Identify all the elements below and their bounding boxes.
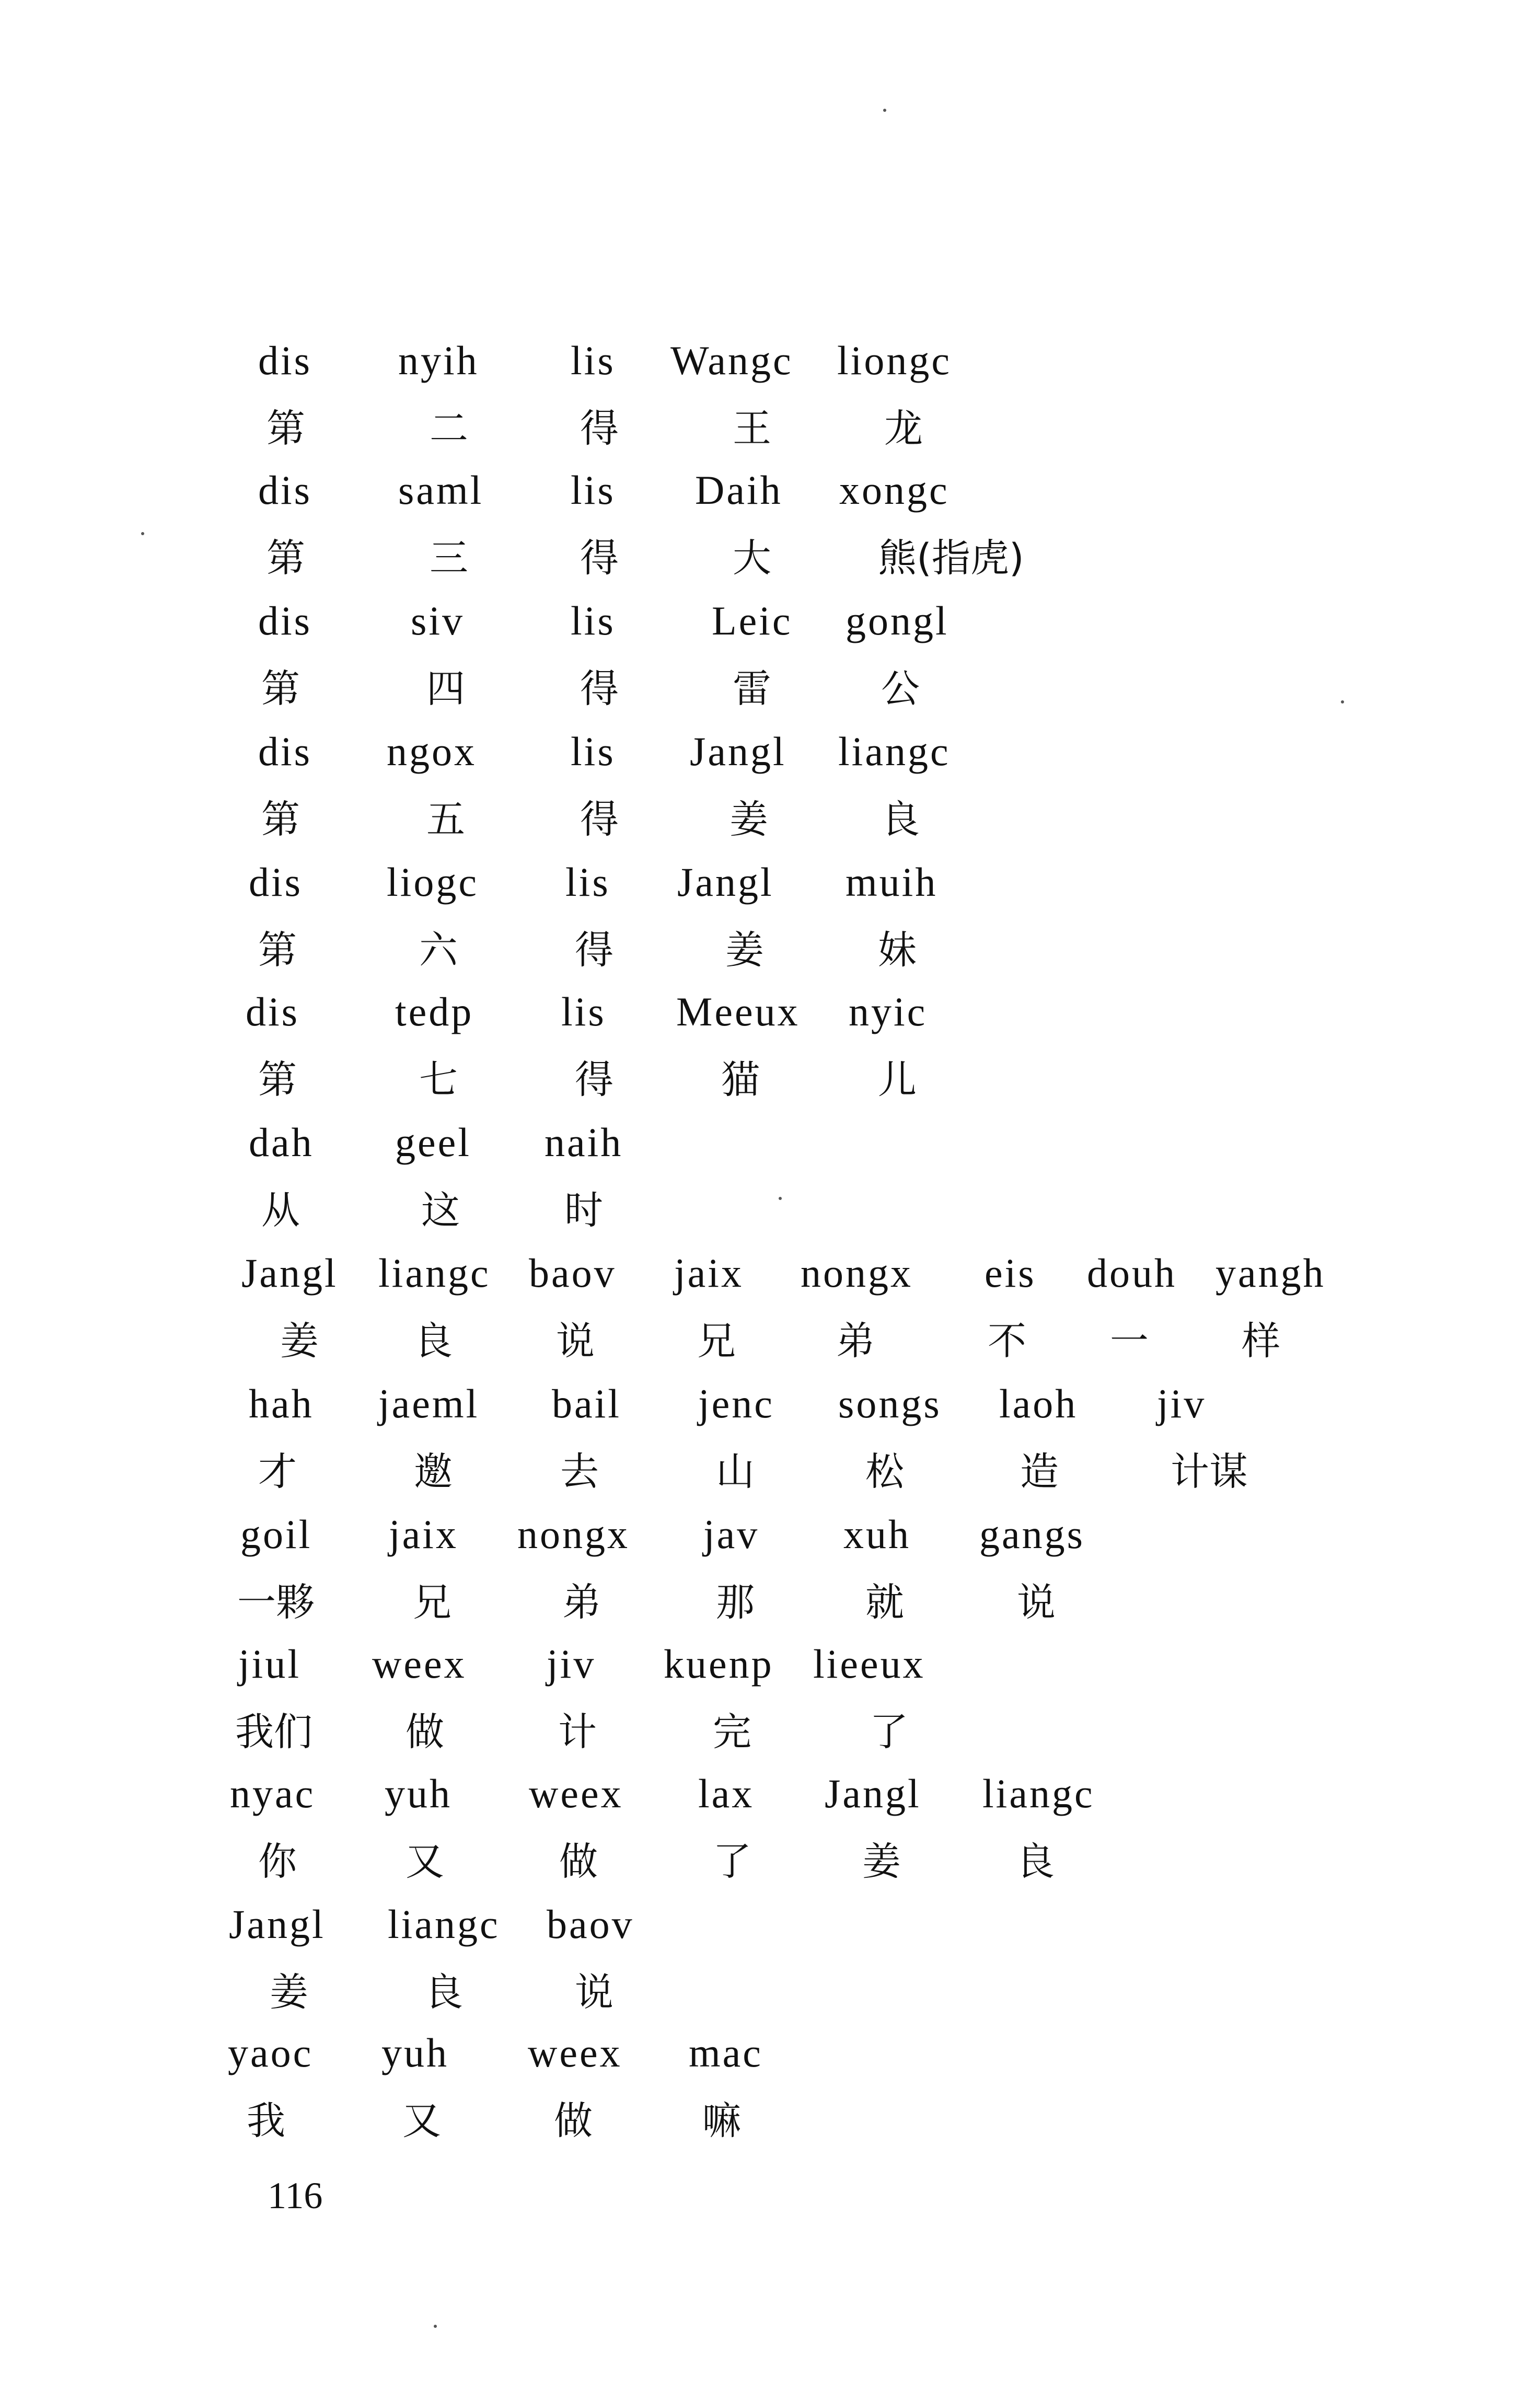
word: yuh	[381, 2030, 449, 2075]
scan-speck	[1341, 700, 1344, 703]
word: gangs	[979, 1511, 1085, 1557]
word: xuh	[843, 1511, 911, 1557]
word: yangh	[1215, 1250, 1326, 1296]
word: 六	[419, 928, 458, 973]
word: 姜	[862, 1839, 901, 1884]
word: Jangl	[690, 729, 786, 774]
word: goil	[240, 1511, 312, 1557]
word: 熊(指虎)	[878, 536, 1024, 581]
word: 弟	[562, 1580, 601, 1625]
word: 我	[247, 2098, 285, 2143]
word: 姜	[725, 928, 764, 973]
word: 第	[267, 406, 305, 451]
word: gongl	[846, 598, 949, 643]
word: weex	[372, 1641, 467, 1687]
word: songs	[838, 1381, 942, 1426]
word: jaix	[674, 1250, 744, 1296]
word: 大	[733, 536, 771, 581]
word: lis	[561, 989, 606, 1034]
word: dis	[246, 989, 300, 1034]
word: 说	[1017, 1580, 1056, 1625]
word: hah	[249, 1381, 314, 1426]
word: 那	[716, 1580, 755, 1625]
word: 邀	[414, 1449, 453, 1494]
word: 弟	[836, 1319, 875, 1364]
scan-speck	[779, 1197, 782, 1200]
word: 良	[424, 1970, 463, 2015]
word: lis	[571, 338, 616, 383]
word: 一夥	[237, 1580, 315, 1625]
word: jaix	[389, 1511, 458, 1557]
word: 松	[865, 1449, 904, 1494]
word: liangc	[838, 729, 951, 774]
word: 说	[556, 1319, 595, 1364]
word: 四	[426, 666, 465, 711]
word: jiv	[547, 1641, 596, 1687]
word: 这	[421, 1188, 460, 1233]
scan-speck	[141, 532, 144, 535]
word: 兄	[413, 1580, 451, 1625]
word: nongx	[517, 1511, 630, 1557]
word: baov	[529, 1250, 617, 1296]
word: 儿	[878, 1057, 917, 1102]
word: 兄	[697, 1319, 736, 1364]
word: yuh	[385, 1771, 452, 1816]
word: 又	[406, 1839, 444, 1884]
word: liogc	[387, 859, 479, 905]
word: 三	[430, 536, 468, 581]
word: 龙	[884, 406, 923, 451]
word: lis	[565, 859, 610, 905]
word: 说	[575, 1970, 613, 2015]
scan-speck	[434, 2325, 437, 2328]
word: 计谋	[1171, 1449, 1248, 1494]
word: douh	[1087, 1250, 1177, 1296]
word: 妹	[878, 928, 917, 973]
word: nyih	[398, 338, 479, 383]
scan-speck	[883, 109, 886, 112]
word: xongc	[839, 467, 950, 513]
word: 得	[580, 536, 619, 581]
word: 得	[580, 797, 619, 842]
word: jaeml	[378, 1381, 480, 1426]
word: 姜	[730, 797, 768, 842]
word: dis	[249, 859, 303, 905]
word: Jangl	[229, 1901, 326, 1947]
word: 第	[261, 666, 300, 711]
word: 良	[1016, 1839, 1055, 1884]
word: nyic	[849, 989, 928, 1034]
word: baov	[547, 1901, 634, 1947]
word: 良	[881, 797, 920, 842]
word: dis	[258, 467, 312, 513]
word: dis	[258, 729, 312, 774]
word: lis	[571, 729, 616, 774]
word: Jangl	[241, 1250, 338, 1296]
word: mac	[689, 2030, 763, 2075]
word: Leic	[712, 598, 793, 643]
word: 造	[1020, 1449, 1059, 1494]
word: liangc	[388, 1901, 500, 1947]
word: Meeux	[676, 989, 800, 1034]
word: jiv	[1157, 1381, 1207, 1426]
word: 了	[870, 1710, 908, 1755]
word: dis	[258, 598, 312, 643]
word: liongc	[837, 338, 952, 383]
word: liangc	[982, 1771, 1095, 1816]
word: nongx	[801, 1250, 913, 1296]
word: 第	[258, 928, 297, 973]
word: 雷	[733, 666, 771, 711]
word: jav	[703, 1511, 760, 1557]
word: dah	[249, 1120, 314, 1165]
word: muih	[846, 859, 938, 905]
word: 得	[580, 666, 619, 711]
word: bail	[552, 1381, 621, 1426]
word: 完	[713, 1710, 751, 1755]
word: Jangl	[677, 859, 774, 905]
word: Jangl	[825, 1771, 921, 1816]
word: 样	[1242, 1319, 1280, 1364]
word: dis	[258, 338, 312, 383]
word: 得	[580, 406, 619, 451]
word: 猫	[721, 1057, 760, 1102]
word: tedp	[395, 989, 474, 1034]
word: laoh	[999, 1381, 1078, 1426]
word: naih	[545, 1120, 623, 1165]
word: 得	[575, 1057, 613, 1102]
word: saml	[398, 467, 484, 513]
word: 良	[414, 1319, 453, 1364]
word: jenc	[698, 1381, 774, 1426]
page-number: 116	[268, 2175, 323, 2217]
word: 做	[554, 2098, 593, 2143]
word: ngox	[387, 729, 477, 774]
word: 从	[261, 1188, 300, 1233]
word: 才	[258, 1449, 297, 1494]
word: jiul	[238, 1641, 302, 1687]
word: 山	[716, 1449, 755, 1494]
word: 我们	[235, 1710, 312, 1755]
word: liangc	[378, 1250, 491, 1296]
word: 第	[258, 1057, 297, 1102]
word: 又	[402, 2098, 441, 2143]
word: 五	[426, 797, 465, 842]
word: 一	[1110, 1319, 1149, 1364]
word: nyac	[230, 1771, 316, 1816]
word: 你	[258, 1839, 297, 1884]
word: 七	[419, 1057, 458, 1102]
word: weex	[529, 1771, 623, 1816]
word: 二	[430, 406, 468, 451]
word: 做	[406, 1710, 444, 1755]
word: 做	[559, 1839, 598, 1884]
word: 不	[988, 1319, 1026, 1364]
word: 姜	[280, 1319, 319, 1364]
word: lis	[571, 467, 616, 513]
word: 时	[564, 1188, 603, 1233]
word: 公	[881, 666, 920, 711]
word: weex	[528, 2030, 622, 2075]
word: 去	[560, 1449, 599, 1494]
word: yaoc	[228, 2030, 314, 2075]
word: eis	[985, 1250, 1036, 1296]
word: 王	[733, 406, 771, 451]
word: geel	[395, 1120, 471, 1165]
word: 得	[575, 928, 613, 973]
word: 计	[558, 1710, 597, 1755]
word: lis	[571, 598, 616, 643]
word: siv	[411, 598, 465, 643]
word: 第	[267, 536, 305, 581]
word: kuenp	[664, 1641, 774, 1687]
word: Wangc	[670, 338, 793, 383]
word: 姜	[270, 1970, 308, 2015]
word: lax	[698, 1771, 755, 1816]
word: Daih	[695, 467, 783, 513]
word: lieeux	[813, 1641, 925, 1687]
word: 就	[865, 1580, 904, 1625]
word: 第	[261, 797, 300, 842]
word: 了	[713, 1839, 751, 1884]
word: 嘛	[702, 2098, 741, 2143]
